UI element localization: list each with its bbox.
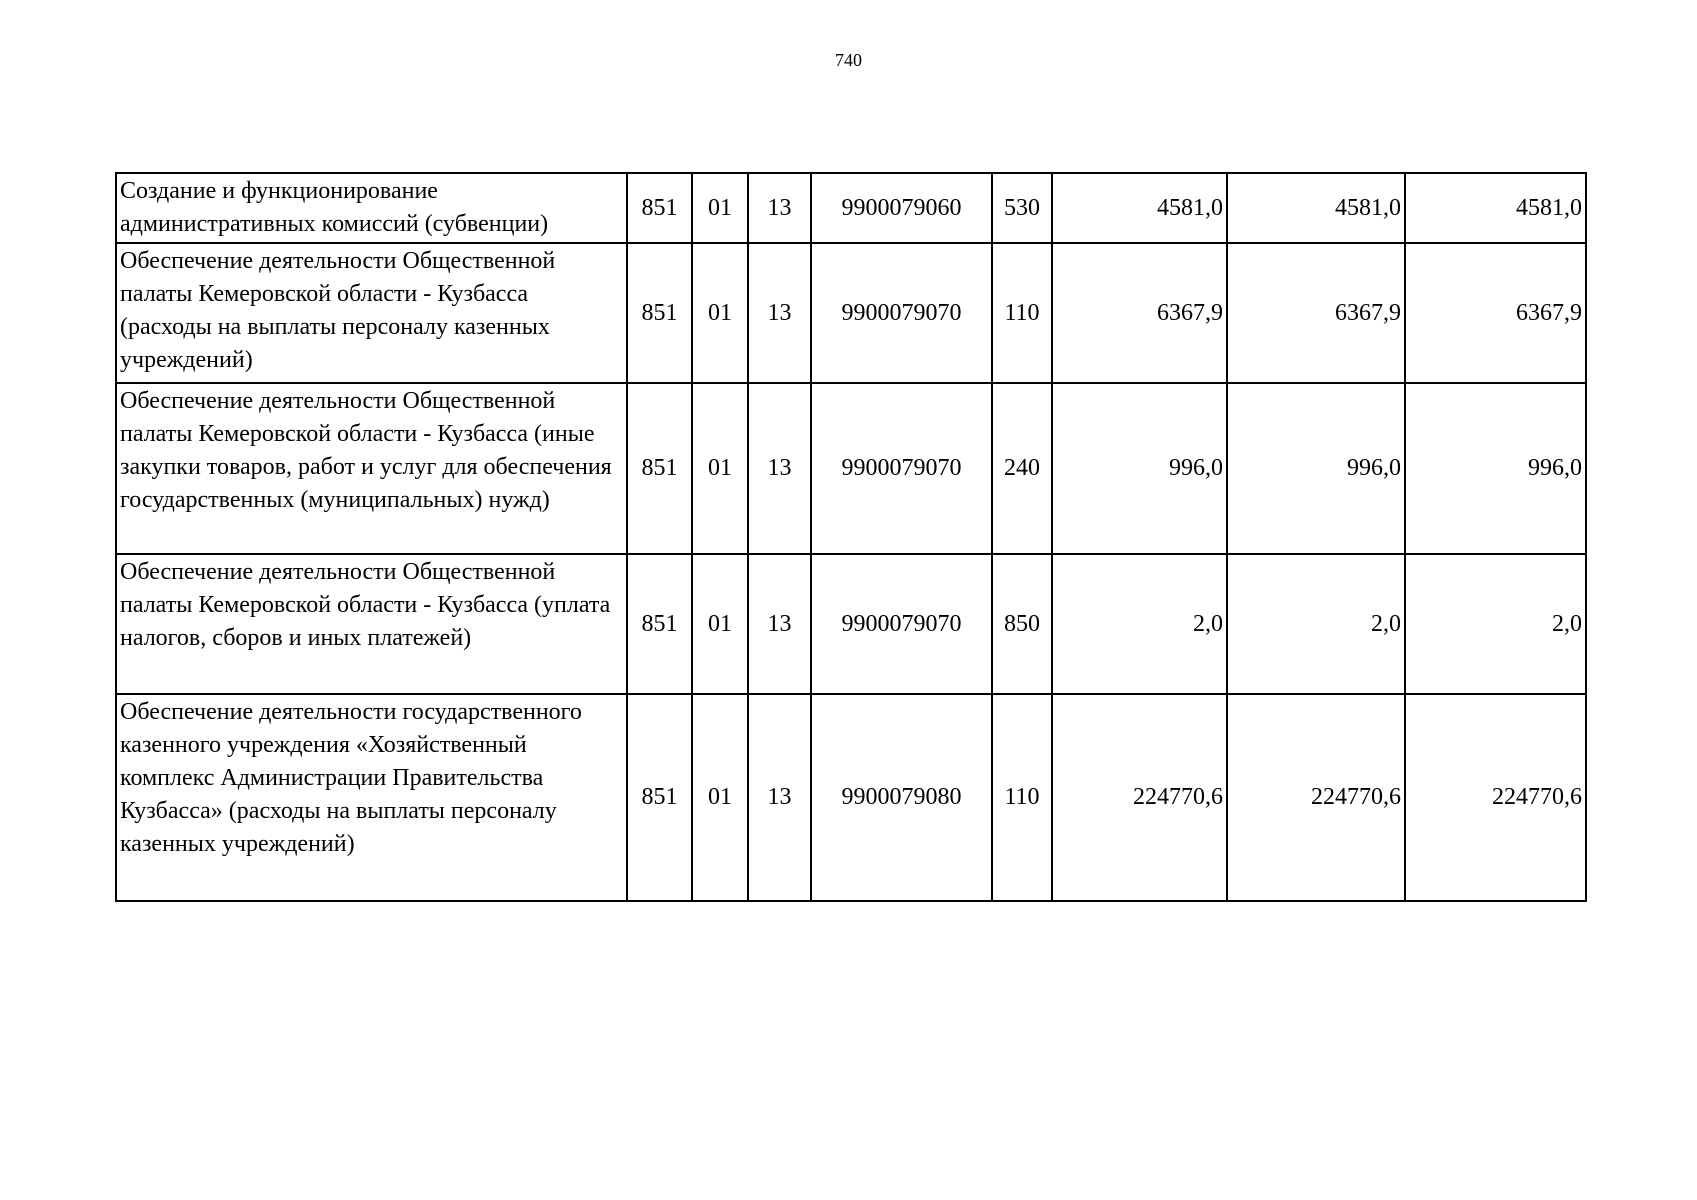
row-amount-3: 996,0 (1405, 383, 1586, 554)
row-grbs-code: 851 (627, 694, 692, 901)
row-description: Обеспечение деятельности Общественной палаты Кемеровской области - Кузбасса (иные закупки товаров, работ и услуг для обеспечения государственных (муниципальных) нужд) (116, 383, 627, 554)
table-row (116, 173, 1586, 243)
row-expense-type-code: 110 (992, 694, 1052, 901)
row-target-article-code: 9900079070 (811, 554, 992, 694)
row-expense-type-code: 530 (992, 173, 1052, 243)
row-subsection-code: 13 (748, 554, 811, 694)
row-description: Обеспечение деятельности Общественной палаты Кемеровской области - Кузбасса (расходы на выплаты персоналу казенных учреждений) (116, 243, 627, 383)
row-subsection-code: 13 (748, 173, 811, 243)
row-subsection-code: 13 (748, 383, 811, 554)
budget-table (115, 172, 1587, 902)
row-grbs-code: 851 (627, 383, 692, 554)
row-target-article-code: 9900079070 (811, 383, 992, 554)
row-amount-1: 4581,0 (1052, 173, 1227, 243)
row-target-article-code: 9900079080 (811, 694, 992, 901)
row-amount-2: 4581,0 (1227, 173, 1405, 243)
row-description: Обеспечение деятельности государственного казенного учреждения «Хозяйственный комплекс Администрации Правительства Кузбасса» (расходы на выплаты персоналу казенных учреждений) (116, 694, 627, 901)
page-number: 740 (835, 50, 862, 70)
row-amount-1: 6367,9 (1052, 243, 1227, 383)
row-expense-type-code: 110 (992, 243, 1052, 383)
row-amount-2: 996,0 (1227, 383, 1405, 554)
table-row (116, 243, 1586, 383)
row-description: Создание и функционирование административных комиссий (субвенции) (116, 173, 627, 243)
row-amount-3: 224770,6 (1405, 694, 1586, 901)
row-grbs-code: 851 (627, 554, 692, 694)
table-row (116, 383, 1586, 554)
row-grbs-code: 851 (627, 243, 692, 383)
row-section-code: 01 (692, 173, 748, 243)
row-amount-2: 224770,6 (1227, 694, 1405, 901)
row-amount-3: 4581,0 (1405, 173, 1586, 243)
row-amount-1: 224770,6 (1052, 694, 1227, 901)
row-target-article-code: 9900079070 (811, 243, 992, 383)
row-expense-type-code: 240 (992, 383, 1052, 554)
row-amount-1: 996,0 (1052, 383, 1227, 554)
row-section-code: 01 (692, 694, 748, 901)
row-target-article-code: 9900079060 (811, 173, 992, 243)
row-grbs-code: 851 (627, 173, 692, 243)
row-amount-1: 2,0 (1052, 554, 1227, 694)
row-amount-2: 2,0 (1227, 554, 1405, 694)
row-amount-3: 6367,9 (1405, 243, 1586, 383)
row-subsection-code: 13 (748, 694, 811, 901)
row-amount-3: 2,0 (1405, 554, 1586, 694)
row-expense-type-code: 850 (992, 554, 1052, 694)
row-description: Обеспечение деятельности Общественной палаты Кемеровской области - Кузбасса (уплата налогов, сборов и иных платежей) (116, 554, 627, 694)
row-amount-2: 6367,9 (1227, 243, 1405, 383)
table-row (116, 554, 1586, 694)
row-section-code: 01 (692, 383, 748, 554)
row-section-code: 01 (692, 243, 748, 383)
row-section-code: 01 (692, 554, 748, 694)
table-row (116, 694, 1586, 901)
row-subsection-code: 13 (748, 243, 811, 383)
